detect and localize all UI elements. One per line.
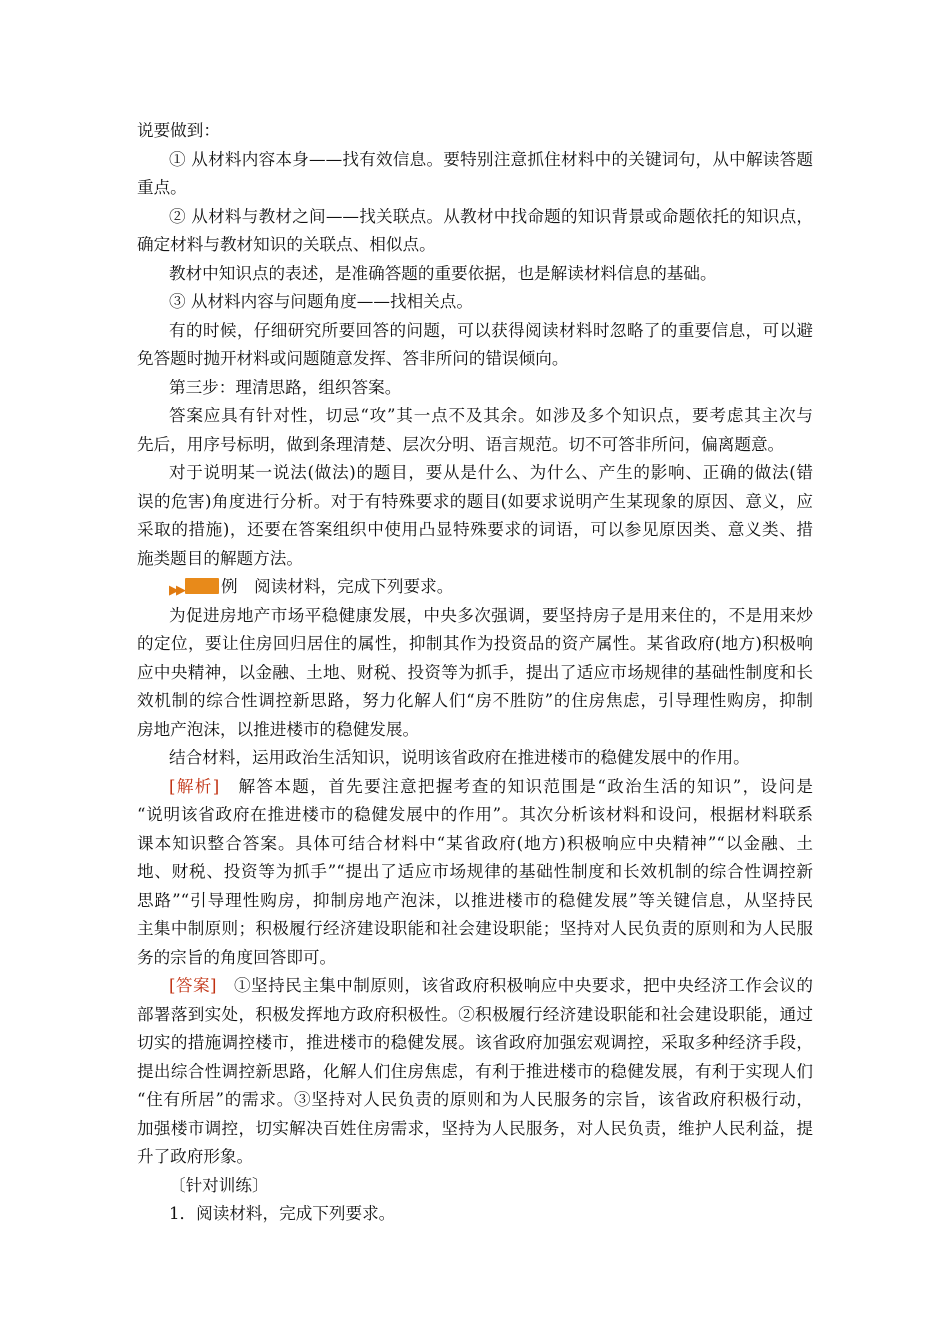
double-arrow-icon: ▶▶ [169, 583, 183, 598]
text-line: 升了政府形象。 [137, 1147, 254, 1166]
text-line: 有的时候，仔细研究所要回答的问题，可以获得阅读材料时忽略了的重要信息，可以避 [169, 321, 813, 340]
text-line: 免答题时抛开材料或问题随意发挥、答非所问的错误倾向。 [137, 349, 569, 368]
text-line: 确定材料与教材知识的关联点、相似点。 [137, 235, 436, 254]
answer-line [169, 973, 813, 999]
text-line: ② 从材料与教材之间——找关联点。从教材中找命题的知识背景或命题依托的知识点， [169, 207, 813, 226]
text-line: 先后，用序号标明，做到条理清楚、层次分明、语言规范。切不可答非所问，偏离题意。 [137, 435, 785, 454]
text-line: 房地产泡沫，以推进楼市的稳健发展。 [137, 720, 420, 739]
example-heading [169, 574, 813, 600]
answer-tag: [答案] [169, 976, 217, 995]
text-line: 施类题目的解题方法。 [137, 549, 303, 568]
section-heading: 〔针对训练〕 [169, 1176, 269, 1195]
text-line: 应中央精神，以金融、土地、财税、投资等为抓手，提出了适应市场规律的基础性制度和长 [137, 663, 813, 682]
text-line: 地、财税、投资等为抓手”“提出了适应市场规律的基础性制度和长效机制的综合性调控新 [137, 862, 813, 881]
text-line: 的定位，要让住房回归居住的属性，抑制其作为投资品的资产属性。某省政府(地方)积极响 [137, 634, 813, 653]
text-line: 效机制的综合性调控新思路，努力化解人们“房不胜防”的住房焦虑，引导理性购房，抑制 [137, 691, 813, 710]
text-line: 对于说明某一说法(做法)的题目，要从是什么、为什么、产生的影响、正确的做法(错 [169, 463, 813, 482]
question-text: 结合材料，运用政治生活知识，说明该省政府在推进楼市的稳健发展中的作用。 [169, 748, 750, 767]
text-line: 主集中制原则；积极履行经济建设职能和社会建设职能；坚持对人民负责的原则和为人民服 [137, 919, 813, 938]
text-line: 提出综合性调控新思路，化解人们住房焦虑，有利于推进楼市的稳健发展，有利于实现人们 [137, 1062, 813, 1081]
text-line: “住有所居”的需求。③坚持对人民负责的原则和为人民服务的宗旨，该省政府积极行动， [137, 1090, 813, 1109]
analysis-tag: [解析] [169, 777, 220, 796]
text-line: 思路”“引导理性购房，抑制房地产泡沫，以推进楼市的稳健发展”等关键信息，从坚持民 [137, 891, 813, 910]
text-line: 教材中知识点的表述，是准确答题的重要依据，也是解读材料信息的基础。 [169, 264, 717, 283]
example-heading-text: 例 阅读材料，完成下列要求。 [221, 577, 454, 596]
text-line: 课本知识整合答案。具体可结合材料中“某省政府(地方)积极响应中央精神”“以金融、土 [137, 834, 813, 853]
text-line: ① 从材料内容本身——找有效信息。要特别注意抓住材料中的关键词句，从中解读答题 [169, 150, 813, 169]
text-line: 部署落到实处，积极发挥地方政府积极性。②积极履行经济建设职能和社会建设职能，通过 [137, 1005, 813, 1024]
text-line: 切实的措施调控楼市，推进楼市的稳健发展。该省政府加强宏观调控，采取多种经济手段， [137, 1033, 813, 1052]
answer-text: ①坚持民主集中制原则，该省政府积极响应中央要求，把中央经济工作会议的 [216, 976, 813, 995]
text-line: 重点。 [137, 178, 187, 197]
text-line: 说要做到： [137, 121, 220, 140]
text-line: 答案应具有针对性，切忌“攻”其一点不及其余。如涉及多个知识点，要考虑其主次与 [169, 406, 813, 425]
text-line: 采取的措施)，还要在答案组织中使用凸显特殊要求的词语，可以参见原因类、意义类、措 [137, 520, 813, 539]
example-badge [185, 578, 219, 594]
text-line: 务的宗旨的角度回答即可。 [137, 948, 337, 967]
analysis-text: 解答本题，首先要注意把握考查的知识范围是“政治生活的知识”，设问是 [219, 777, 813, 796]
exercise-question: 1．阅读材料，完成下列要求。 [169, 1204, 396, 1223]
text-line: 误的危害)角度进行分析。对于有特殊要求的题目(如要求说明产生某现象的原因、意义，应 [137, 492, 813, 511]
text-line: ③ 从材料内容与问题角度——找相关点。 [169, 292, 473, 311]
text-line: 加强楼市调控，切实解决百姓住房需求，坚持为人民服务，对人民负责，维护人民利益，提 [137, 1119, 813, 1138]
text-line: “说明该省政府在推进楼市的稳健发展中的作用”。其次分析该材料和设问，根据材料联系 [137, 805, 813, 824]
text-line: 为促进房地产市场平稳健康发展，中央多次强调，要坚持房子是用来住的，不是用来炒 [169, 606, 813, 625]
analysis-line [169, 774, 813, 800]
text-line: 第三步：理清思路，组织答案。 [169, 378, 402, 397]
